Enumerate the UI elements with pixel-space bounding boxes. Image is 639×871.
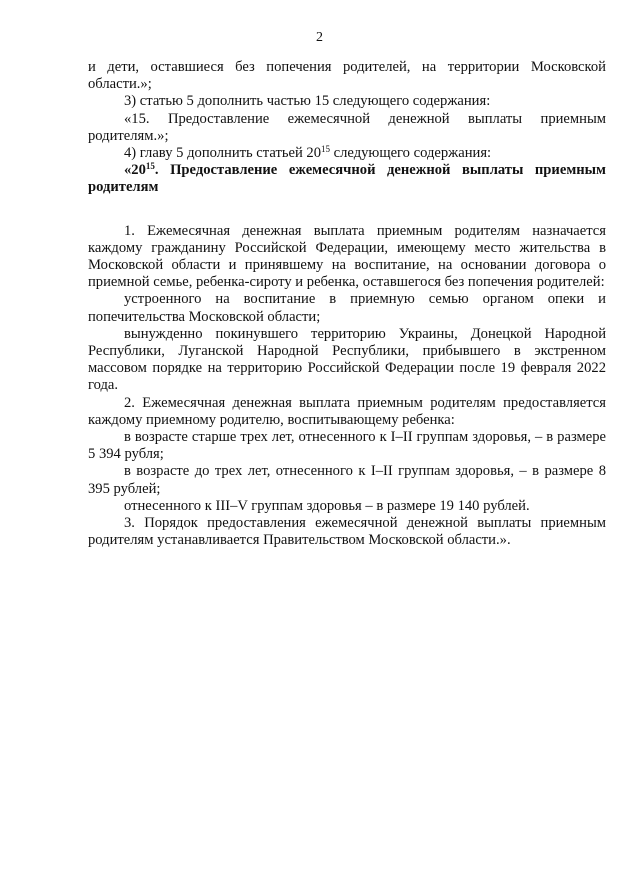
article-heading-superscript: 15: [145, 161, 155, 172]
paragraph-4-text: 4) главу 5 дополнить статьей 20: [124, 145, 322, 162]
page-number: 2: [316, 30, 323, 45]
paragraph-12: 3. Порядок предоставления ежемесячной денежной выплаты приемным родителям устанавливается Правительством Московской области.».: [88, 515, 606, 549]
paragraph-11: отнесенного к III–V группам здоровья – в размере 19 140 рублей.: [124, 497, 530, 514]
paragraph-1: и дети, оставшиеся без попечения родителей, на территории Московской области.»;: [88, 59, 606, 93]
paragraph-4-text-end: следующего содержания:: [330, 145, 492, 162]
paragraph-5: 1. Ежемесячная денежная выплата приемным родителям назначается каждому гражданину Российской Федерации, имеющему место жительства в Московской области и принявшему на воспитание, на основании договора о приемной семье, ребенка-сироту и ребенка, оставшегося без попечения родителей:: [88, 222, 606, 291]
paragraph-9: в возрасте старше трех лет, отнесенного к I–II группам здоровья, – в размере 5 394 рубля;: [88, 429, 606, 463]
paragraph-10: в возрасте до трех лет, отнесенного к I–II группам здоровья, – в размере 8 395 рублей;: [88, 463, 606, 497]
paragraph-4-superscript: 15: [321, 144, 331, 155]
heading-gap: [88, 197, 606, 223]
document-body: [88, 59, 606, 549]
article-heading-number: «20: [124, 162, 146, 179]
paragraph-8: 2. Ежемесячная денежная выплата приемным родителям предоставляется каждому приемному родителю, воспитывающему ребенка:: [88, 394, 606, 428]
paragraph-3: «15. Предоставление ежемесячной денежной выплаты приемным родителям.»;: [88, 110, 606, 144]
paragraph-6: устроенного на воспитание в приемную семью органом опеки и попечительства Московской области;: [88, 291, 606, 325]
paragraph-2: 3) статью 5 дополнить частью 15 следующего содержания:: [124, 93, 491, 110]
article-heading: [88, 162, 606, 196]
paragraph-4: [88, 145, 606, 162]
article-heading-title: . Предоставление ежемесячной денежной выплаты приемным родителям: [88, 162, 606, 196]
paragraph-7: вынужденно покинувшего территорию Украины, Донецкой Народной Республики, Луганской Народной Республики, прибывшего в экстренном массовом порядке на территорию Российской Федерации после 19 февраля 2022 года.: [88, 325, 606, 394]
